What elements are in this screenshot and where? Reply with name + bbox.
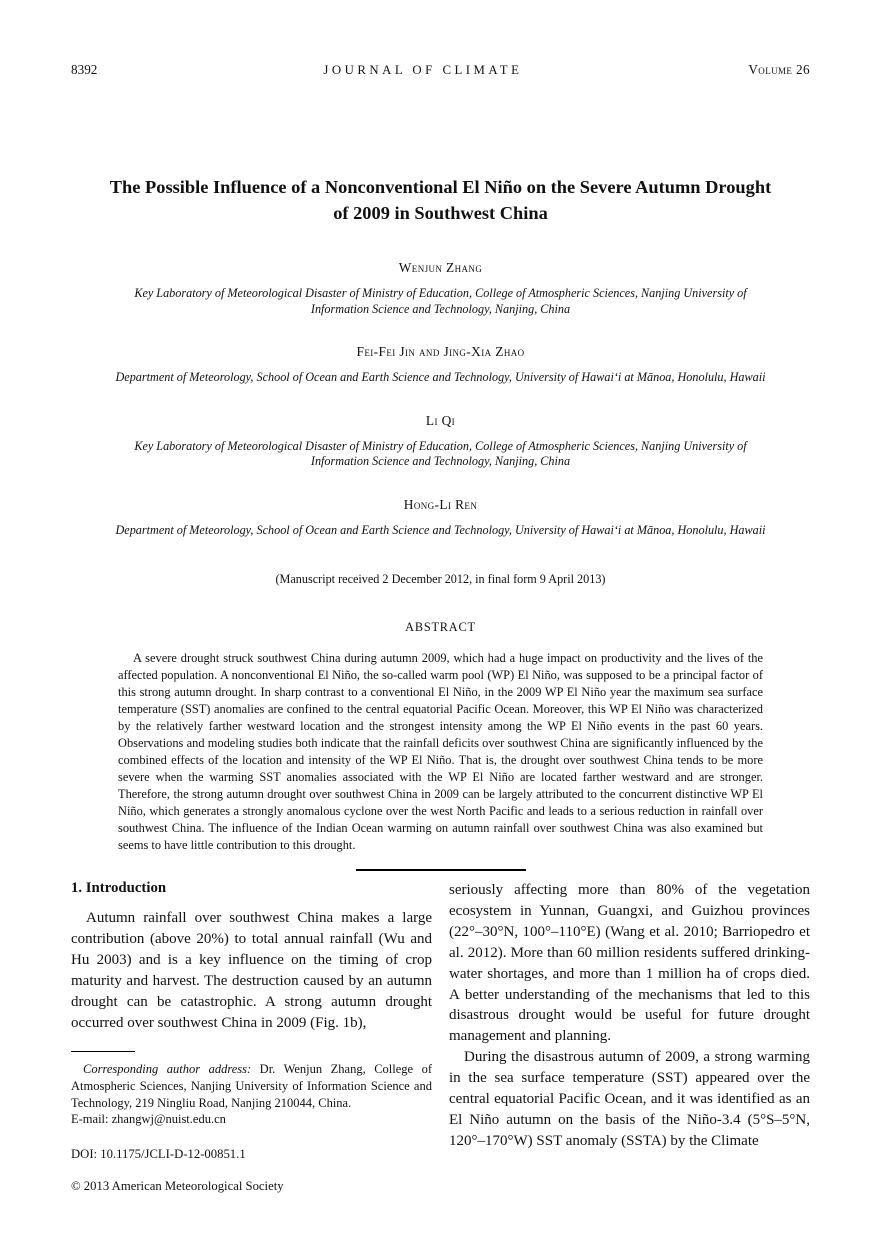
running-head: [71, 62, 810, 78]
front-matter-divider: [356, 869, 526, 871]
corresponding-author-label: Corresponding author address:: [83, 1062, 252, 1077]
journal-name: JOURNAL OF CLIMATE: [323, 63, 523, 77]
paper-title-line2: of 2009 in Southwest China: [333, 203, 548, 223]
author-affiliation-2: Department of Meteorology, School of Ocean and Earth Science and Technology, University of Hawai‘i at Mānoa, Honolulu, Hawaii: [115, 370, 766, 384]
body-paragraph-2: During the disastrous autumn of 2009, a strong warming in the sea surface temperature (SST) appeared over the central equatorial Pacific Ocean, and it was identified as an El Niño autumn on the basis of the Niño-3.4 (5°S–5°N, 120°–170°W) SST anomaly (SSTA) by the Climate: [449, 1049, 810, 1149]
manuscript-received-note: (Manuscript received 2 December 2012, in final form 9 April 2013): [275, 572, 606, 586]
left-column: [71, 880, 432, 1194]
corresponding-author-note: [71, 1061, 432, 1127]
author-name-4: Hong-Li Ren: [403, 496, 478, 512]
author-name-3: Li Qi: [425, 412, 456, 428]
email-line: E-mail: zhangwj@nuist.edu.cn: [71, 1112, 226, 1127]
body-paragraph-1: seriously affecting more than 80% of the vegetation ecosystem in Yunnan, Guangxi, and Guizhou provinces (22°–30°N, 100°–110°E) (Wang et al. 2010; Barriopedro et al. 2012). More than 60 million residents suffered drinking-water shortages, and more than 1 million ha of crops died. A better understanding of the mechanisms that led to this disastrous drought would be useful for future drought management and planning.: [449, 882, 810, 1045]
right-column: [449, 880, 810, 1194]
paper-title-line1: The Possible Influence of a Nonconventional El Niño on the Severe Autumn Drought: [109, 177, 772, 197]
journal-page: [0, 62, 881, 1238]
paper-title: [71, 174, 810, 226]
abstract-text: A severe drought struck southwest China during autumn 2009, which had a huge impact on productivity and the lives of the affected population. A nonconventional El Niño, the so-called warm pool (WP) El Niño, was supposed to be a principal factor of this strong autumn drought. In sharp contrast to a conventional El Niño, in the 2009 WP El Niño year the maximum sea surface temperature (SST) anomalies are confined to the central equatorial Pacific Ocean. Moreover, this WP El Niño was characterized by the relatively farther westward location and the strongest intensity among the WP El Niño events in the past 60 years. Observations and modeling studies both indicate that the rainfall deficits over southwest China are significantly influenced by the combined effects of the location and intensity of the WP El Niño. That is, the drought over southwest China tends to be more severe when the warming SST anomalies associated with the WP El Niño are located farther westward and are stronger. Therefore, the strong autumn drought over southwest China in 2009 can be largely attributed to the concurrent distinctive WP El Niño, which generates a strongly anomalous cyclone over the west North Pacific and leads to a serious reduction in rainfall over southwest China. The influence of the Indian Ocean warming on autumn rainfall over southwest China was also examined but seems to have little contribution to this drought.: [118, 651, 763, 852]
abstract-heading: ABSTRACT: [405, 620, 476, 634]
doi-line: DOI: 10.1175/JCLI-D-12-00851.1: [71, 1146, 246, 1161]
author-name-2: Fei-Fei Jin and Jing-Xia Zhao: [356, 344, 525, 359]
author-affiliation-3: Key Laboratory of Meteorological Disaster of Ministry of Education, College of Atmospheric Sciences, Nanjing University of Information Science and Technology, Nanjing, China: [134, 438, 747, 468]
section-heading-introduction: 1. Introduction: [71, 880, 167, 896]
page-number: 8392: [71, 62, 98, 77]
author-affiliation-4: Department of Meteorology, School of Ocean and Earth Science and Technology, University of Hawai‘i at Mānoa, Honolulu, Hawaii: [115, 522, 766, 537]
volume-label: Volume 26: [748, 62, 810, 77]
author-name-1: Wenjun Zhang: [398, 260, 483, 275]
author-affiliation-1: Key Laboratory of Meteorological Disaster of Ministry of Education, College of Atmospheric Sciences, Nanjing University of Information Science and Technology, Nanjing, China: [134, 286, 747, 316]
intro-paragraph: Autumn rainfall over southwest China makes a large contribution (above 20%) to total annual rainfall (Wu and Hu 2003) and is a key influence on the timing of crop maturity and harvest. The destruction caused by an autumn drought can be catastrophic. A strong autumn drought occurred over southwest China in 2009 (Fig. 1b),: [71, 910, 432, 1031]
two-column-body: [71, 880, 810, 1194]
copyright-line: © 2013 American Meteorological Society: [71, 1178, 284, 1193]
corresponding-author-address: Dr. Wenjun Zhang, College of Atmospheric Sciences, Nanjing University of Information Science and Technology, 219 Ningliu Road, Nanjing 210044, China.: [71, 1062, 432, 1110]
footnote-divider: [71, 1051, 135, 1052]
